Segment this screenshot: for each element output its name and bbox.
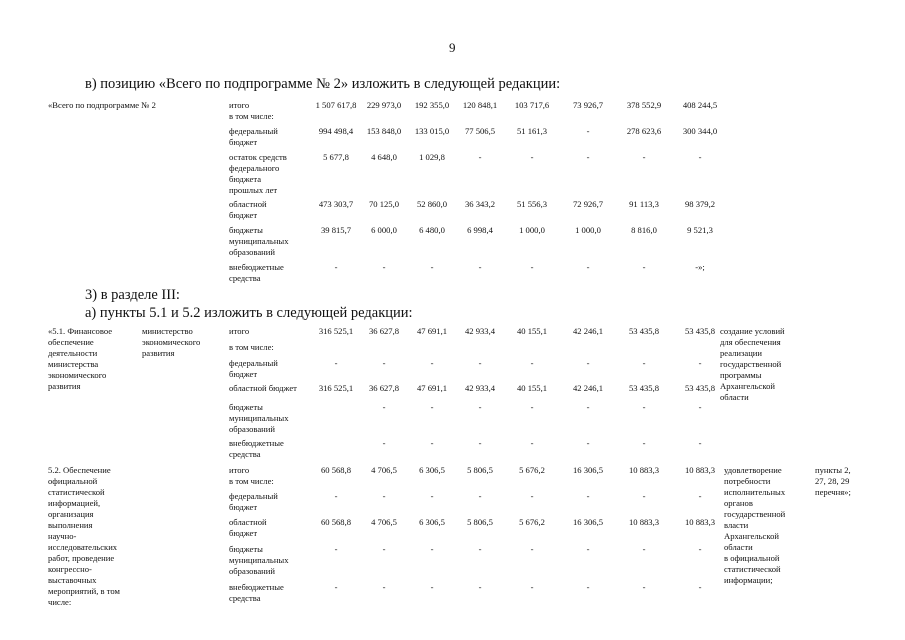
item-name: выставочных — [48, 575, 97, 585]
funding-source-label: в том числе: — [229, 111, 274, 121]
subprogram-total-value: 6 000,0 — [371, 225, 397, 235]
item-5-1-value: - — [430, 438, 434, 448]
item-5-1-value: - — [430, 358, 434, 368]
item-5-2-value: 6 306,5 — [419, 465, 445, 475]
item-name: информацией, — [48, 498, 101, 508]
item-5-2-value: - — [334, 544, 338, 554]
item-name: конгрессно- — [48, 564, 92, 574]
funding-source-label: средства — [229, 449, 261, 459]
item-name: 5.2. Обеспечение — [48, 465, 111, 475]
item-5-1-value: - — [586, 402, 590, 412]
subprogram-total-value: 300 344,0 — [682, 126, 718, 136]
item-name: выполнения — [48, 520, 93, 530]
item-5-2-value: - — [698, 582, 702, 592]
subprogram-total-value: 192 355,0 — [414, 100, 450, 110]
subprogram-total-value: 52 860,0 — [416, 199, 448, 209]
funding-source-label: итого — [229, 100, 250, 110]
funding-source-label: федерального — [229, 163, 280, 173]
funding-source-label: в том числе: — [229, 476, 274, 486]
item-5-1-value: - — [478, 402, 482, 412]
item-5-2-value: 16 306,5 — [572, 517, 604, 527]
item-5-1-value: - — [642, 438, 646, 448]
expected-result: власти — [724, 520, 749, 530]
subprogram-total-value: - — [478, 262, 482, 272]
executor-name: министерство — [142, 326, 193, 336]
expected-result: удовлетворение — [724, 465, 782, 475]
funding-source-label: прошлых лет — [229, 185, 278, 195]
subsection-heading: а) пункты 5.1 и 5.2 изложить в следующей редакции: — [85, 305, 413, 321]
funding-source-label: бюджета — [229, 174, 262, 184]
funding-source-label: бюджет — [229, 137, 258, 147]
funding-source-label: муниципальных — [229, 555, 289, 565]
subprogram-total-value: - — [642, 262, 646, 272]
funding-source-label: муниципальных — [229, 236, 289, 246]
subprogram-total-value: 73 926,7 — [572, 100, 604, 110]
expected-result: создание условий — [720, 326, 785, 336]
item-name: мероприятий, в том — [48, 586, 120, 596]
item-5-2-value: - — [586, 491, 590, 501]
subprogram-total-value: 103 717,6 — [514, 100, 550, 110]
item-5-2-value: 5 806,5 — [467, 465, 493, 475]
item-5-1-value: 53 435,8 — [684, 383, 716, 393]
item-5-1-value: 53 435,8 — [628, 326, 660, 336]
funding-source-label: внебюджетные — [229, 438, 284, 448]
item-5-1-value: - — [586, 438, 590, 448]
section-heading: в) позицию «Всего по подпрограмме № 2» изложить в следующей редакции: — [85, 76, 561, 92]
funding-source-label: бюджет — [229, 369, 258, 379]
subprogram-total-value: 6 480,0 — [419, 225, 445, 235]
item-5-2-value: 5 676,2 — [519, 517, 545, 527]
item-name: экономического — [48, 370, 107, 380]
item-name: статистической — [48, 487, 105, 497]
item-5-1-value: 316 525,1 — [318, 383, 354, 393]
item-5-2-value: - — [478, 582, 482, 592]
item-5-1-value: 47 691,1 — [416, 326, 448, 336]
item-name: развития — [48, 381, 81, 391]
subprogram-total-value: - — [586, 262, 590, 272]
item-5-2-value: 6 306,5 — [419, 517, 445, 527]
note: перечня»; — [815, 487, 851, 497]
section-heading: 3) в разделе III: — [85, 287, 180, 303]
item-5-1-value: 36 627,8 — [368, 383, 400, 393]
subprogram-total-value: 408 244,5 — [682, 100, 718, 110]
subprogram-total-value: 378 552,9 — [626, 100, 662, 110]
expected-result: Архангельской — [720, 381, 775, 391]
item-5-2-value: - — [478, 544, 482, 554]
item-5-2-value: - — [334, 582, 338, 592]
item-5-1-value: 42 246,1 — [572, 383, 604, 393]
subprogram-total-value: 8 816,0 — [631, 225, 657, 235]
subprogram-total-value: 4 648,0 — [371, 152, 397, 162]
item-5-2-value: 10 883,3 — [628, 465, 660, 475]
expected-result: исполнительных — [724, 487, 786, 497]
item-5-2-value: - — [382, 544, 386, 554]
subprogram-total-value: 70 125,0 — [368, 199, 400, 209]
item-5-2-value: - — [530, 544, 534, 554]
subprogram-total-value: 153 848,0 — [366, 126, 402, 136]
subprogram-total-value: 120 848,1 — [462, 100, 498, 110]
funding-source-label: средства — [229, 593, 261, 603]
item-5-2-value: - — [586, 582, 590, 592]
subprogram-total-value: 133 015,0 — [414, 126, 450, 136]
item-name: работ, проведение — [48, 553, 115, 563]
item-name: исследовательских — [48, 542, 118, 552]
item-5-1-value: 53 435,8 — [684, 326, 716, 336]
item-5-1-value: - — [698, 358, 702, 368]
subprogram-total-value: 1 000,0 — [575, 225, 601, 235]
item-5-1-value: 42 933,4 — [464, 383, 496, 393]
funding-source-label: в том числе: — [229, 342, 274, 352]
funding-source-label: образований — [229, 247, 275, 257]
item-5-1-value: 40 155,1 — [516, 383, 548, 393]
funding-source-label: областной бюджет — [229, 383, 297, 393]
subprogram-total-value: - — [530, 152, 534, 162]
item-5-1-value: 47 691,1 — [416, 383, 448, 393]
subprogram-total-value: 91 113,3 — [629, 199, 659, 209]
funding-source-label: муниципальных — [229, 413, 289, 423]
item-name: деятельности — [48, 348, 98, 358]
item-5-2-value: - — [642, 491, 646, 501]
item-5-1-value: 42 933,4 — [464, 326, 496, 336]
item-5-2-value: - — [642, 582, 646, 592]
subprogram-total-value: -»; — [695, 262, 705, 272]
subprogram-total-value: - — [698, 152, 702, 162]
expected-result: области — [724, 542, 753, 552]
item-5-1-value: - — [334, 358, 338, 368]
funding-source-label: областной — [229, 517, 267, 527]
item-5-2-value: - — [334, 491, 338, 501]
item-5-1-value: - — [382, 402, 386, 412]
expected-result: для обеспечения — [720, 337, 781, 347]
executor-name: развития — [142, 348, 175, 358]
item-name: организация — [48, 509, 94, 519]
row-label: «Всего по подпрограмме № 2 — [48, 100, 156, 110]
subprogram-total-value: 229 973,0 — [366, 100, 402, 110]
expected-result: реализации — [720, 348, 762, 358]
item-5-2-value: 4 706,5 — [371, 517, 397, 527]
executor-name: экономического — [142, 337, 201, 347]
subprogram-total-value: 473 303,7 — [318, 199, 354, 209]
subprogram-total-value: 9 521,3 — [687, 225, 713, 235]
subprogram-total-value: - — [430, 262, 434, 272]
item-5-1-value: 316 525,1 — [318, 326, 354, 336]
item-5-2-value: - — [586, 544, 590, 554]
funding-source-label: областной — [229, 199, 267, 209]
item-5-2-value: 10 883,3 — [684, 465, 716, 475]
expected-result: программы — [720, 370, 762, 380]
funding-source-label: федеральный — [229, 126, 278, 136]
funding-source-label: итого — [229, 465, 250, 475]
item-5-2-value: - — [478, 491, 482, 501]
subprogram-total-value: - — [382, 262, 386, 272]
subprogram-total-value: - — [334, 262, 338, 272]
item-5-1-value: 36 627,8 — [368, 326, 400, 336]
funding-source-label: бюджет — [229, 210, 258, 220]
subprogram-total-value: 72 926,7 — [572, 199, 604, 209]
item-5-2-value: - — [642, 544, 646, 554]
item-5-2-value: 5 806,5 — [467, 517, 493, 527]
item-5-1-value: - — [698, 402, 702, 412]
expected-result: органов — [724, 498, 753, 508]
funding-source-label: федеральный — [229, 491, 278, 501]
expected-result: информации; — [724, 575, 773, 585]
subprogram-total-value: - — [530, 262, 534, 272]
funding-source-label: бюджет — [229, 528, 258, 538]
item-5-1-value: - — [530, 358, 534, 368]
subprogram-total-value: 1 507 617,8 — [315, 100, 357, 110]
item-name: официальной — [48, 476, 98, 486]
item-5-1-value: - — [382, 438, 386, 448]
item-5-2-value: - — [430, 544, 434, 554]
expected-result: области — [720, 392, 749, 402]
funding-source-label: внебюджетные — [229, 262, 284, 272]
item-5-2-value: - — [382, 491, 386, 501]
item-5-2-value: - — [698, 491, 702, 501]
item-5-1-value: - — [586, 358, 590, 368]
item-5-2-value: 10 883,3 — [684, 517, 716, 527]
item-name: обеспечение — [48, 337, 94, 347]
item-5-1-value: 53 435,8 — [628, 383, 660, 393]
funding-source-label: образований — [229, 424, 275, 434]
item-5-1-value: 40 155,1 — [516, 326, 548, 336]
expected-result: потребности — [724, 476, 771, 486]
expected-result: государственной — [720, 359, 782, 369]
item-5-2-value: 60 568,8 — [320, 517, 352, 527]
item-5-2-value: 4 706,5 — [371, 465, 397, 475]
page-number: 9 — [449, 40, 456, 55]
subprogram-total-value: 98 379,2 — [684, 199, 716, 209]
item-5-2-value: - — [382, 582, 386, 592]
subprogram-total-value: - — [586, 126, 590, 136]
subprogram-total-value: 278 623,6 — [626, 126, 662, 136]
funding-source-label: остаток средств — [229, 152, 287, 162]
item-5-2-value: - — [698, 544, 702, 554]
item-name: «5.1. Финансовое — [48, 326, 113, 336]
subprogram-total-value: 51 556,3 — [516, 199, 548, 209]
item-5-1-value: - — [430, 402, 434, 412]
item-5-2-value: - — [430, 582, 434, 592]
note: 27, 28, 29 — [815, 476, 850, 486]
subprogram-total-value: 1 000,0 — [519, 225, 545, 235]
item-5-1-value: - — [642, 358, 646, 368]
item-5-1-value: - — [642, 402, 646, 412]
item-5-1-value: - — [382, 358, 386, 368]
subprogram-total-value: - — [586, 152, 590, 162]
item-name: министерства — [48, 359, 99, 369]
expected-result: государственной — [724, 509, 786, 519]
subprogram-total-value: 39 815,7 — [320, 225, 352, 235]
funding-source-label: бюджеты — [229, 544, 263, 554]
funding-source-label: итого — [229, 326, 250, 336]
subprogram-total-value: 51 161,3 — [516, 126, 548, 136]
funding-source-label: внебюджетные — [229, 582, 284, 592]
item-name: числе: — [48, 597, 72, 607]
subprogram-total-value: 36 343,2 — [464, 199, 496, 209]
item-5-1-value: - — [478, 438, 482, 448]
funding-source-label: бюджет — [229, 502, 258, 512]
item-5-2-value: - — [530, 582, 534, 592]
item-5-2-value: 10 883,3 — [628, 517, 660, 527]
item-5-2-value: - — [430, 491, 434, 501]
subprogram-total-value: - — [478, 152, 482, 162]
item-5-1-value: - — [530, 402, 534, 412]
funding-source-label: средства — [229, 273, 261, 283]
funding-source-label: бюджеты — [229, 402, 263, 412]
item-5-1-value: 42 246,1 — [572, 326, 604, 336]
item-5-1-value: - — [530, 438, 534, 448]
expected-result: статистической — [724, 564, 781, 574]
item-5-1-value: - — [478, 358, 482, 368]
subprogram-total-value: 994 498,4 — [318, 126, 354, 136]
item-5-1-value: - — [698, 438, 702, 448]
item-5-2-value: 60 568,8 — [320, 465, 352, 475]
subprogram-total-value: 77 506,5 — [464, 126, 496, 136]
item-name: научно- — [48, 531, 77, 541]
note: пункты 2, — [815, 465, 851, 475]
subprogram-total-value: 1 029,8 — [419, 152, 445, 162]
funding-source-label: образований — [229, 566, 275, 576]
item-5-2-value: 16 306,5 — [572, 465, 604, 475]
item-5-2-value: 5 676,2 — [519, 465, 545, 475]
funding-source-label: бюджеты — [229, 225, 263, 235]
funding-source-label: федеральный — [229, 358, 278, 368]
subprogram-total-value: - — [642, 152, 646, 162]
subprogram-total-value: 6 998,4 — [467, 225, 493, 235]
expected-result: в официальной — [724, 553, 780, 563]
item-5-2-value: - — [530, 491, 534, 501]
subprogram-total-value: 5 677,8 — [323, 152, 349, 162]
expected-result: Архангельской — [724, 531, 779, 541]
